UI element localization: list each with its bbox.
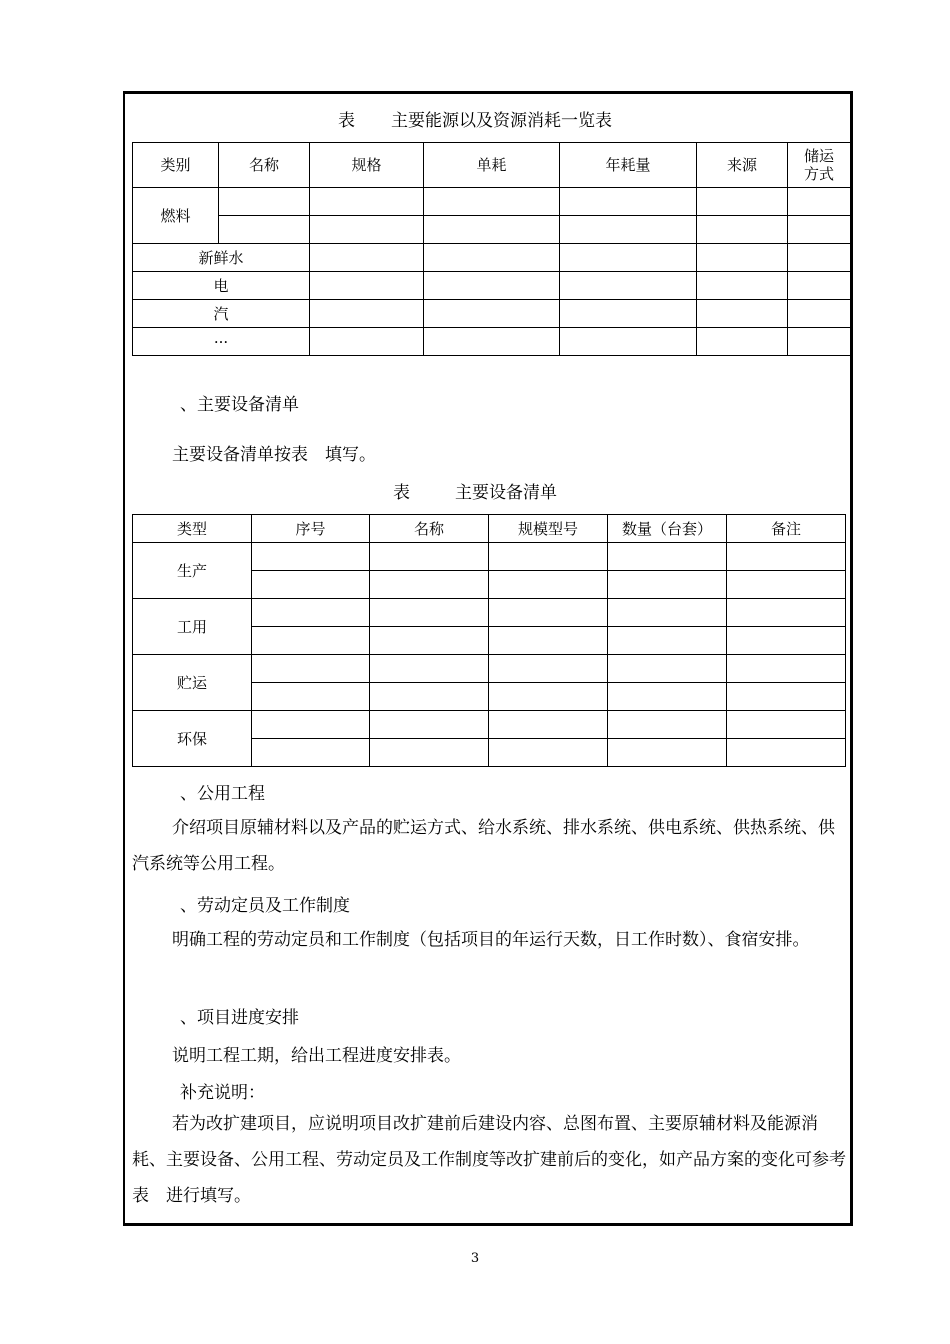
header-cell: 名称 [219,143,310,188]
header-cell: 规格 [310,143,424,188]
equipment-heading: 、主要设备清单 [180,395,299,415]
header-cell: 名称 [370,515,489,543]
header-cell [788,143,851,188]
equipment-list-table [132,514,846,767]
table-row [133,328,851,356]
table2-caption-prefix: 表 [393,483,410,503]
row-label: 电 [133,272,310,300]
table-row [133,599,846,627]
header-cell: 类型 [133,515,252,543]
supplement-heading: 补充说明： [180,1083,265,1103]
table2-caption-title: 主要设备清单 [455,483,557,503]
table-row [133,188,851,216]
table-header-row [133,515,846,543]
header-cell: 单耗 [424,143,560,188]
row-label: 新鲜水 [133,244,310,272]
table-row [133,711,846,739]
utilities-paragraph: 介绍项目原辅材料以及产品的贮运方式、给水系统、排水系统、供电系统、供热系统、供汽系统等公用工程。 [132,818,835,874]
table-header-row [133,143,851,188]
schedule-paragraph: 说明工程工期，给出工程进度安排表。 [172,1046,461,1066]
header-line: 储运 [803,147,834,165]
energy-consumption-table [132,142,851,356]
header-cell: 数量（台套） [608,515,727,543]
utilities-heading: 、公用工程 [180,784,265,804]
table-row [133,543,846,571]
table-row [133,272,851,300]
header-cell: 备注 [727,515,846,543]
table-row [133,655,846,683]
table1-caption-title: 主要能源以及资源消耗一览表 [391,111,612,131]
header-cell: 规模型号 [489,515,608,543]
schedule-heading: 、项目进度安排 [180,1008,299,1028]
row-label: 贮运 [133,655,252,711]
row-label: ··· [133,328,310,356]
table-row [133,300,851,328]
header-cell: 来源 [697,143,788,188]
header-cell: 序号 [252,515,370,543]
row-label: 汽 [133,300,310,328]
row-label: 环保 [133,711,252,767]
labor-paragraph: 明确工程的劳动定员和工作制度（包括项目的年运行天数，日工作时数）、食宿安排。 [172,930,810,950]
table1-caption-prefix: 表 [338,111,355,131]
row-label: 生产 [133,543,252,599]
table-row [133,244,851,272]
table-row [133,216,851,244]
row-label: 工用 [133,599,252,655]
header-cell: 类别 [133,143,219,188]
row-label: 燃料 [133,188,219,244]
labor-heading: 、劳动定员及工作制度 [180,896,350,916]
header-cell: 年耗量 [560,143,697,188]
header-line: 方式 [803,165,834,183]
equipment-intro: 主要设备清单按表 填写。 [172,445,376,465]
supplement-paragraph: 若为改扩建项目，应说明项目改扩建前后建设内容、总图布置、主要原辅材料及能源消耗、主要设备、公用工程、劳动定员及工作制度等改扩建前后的变化，如产品方案的变化可参考表 进行填写。 [132,1114,846,1206]
page-number: 3 [470,1251,480,1266]
